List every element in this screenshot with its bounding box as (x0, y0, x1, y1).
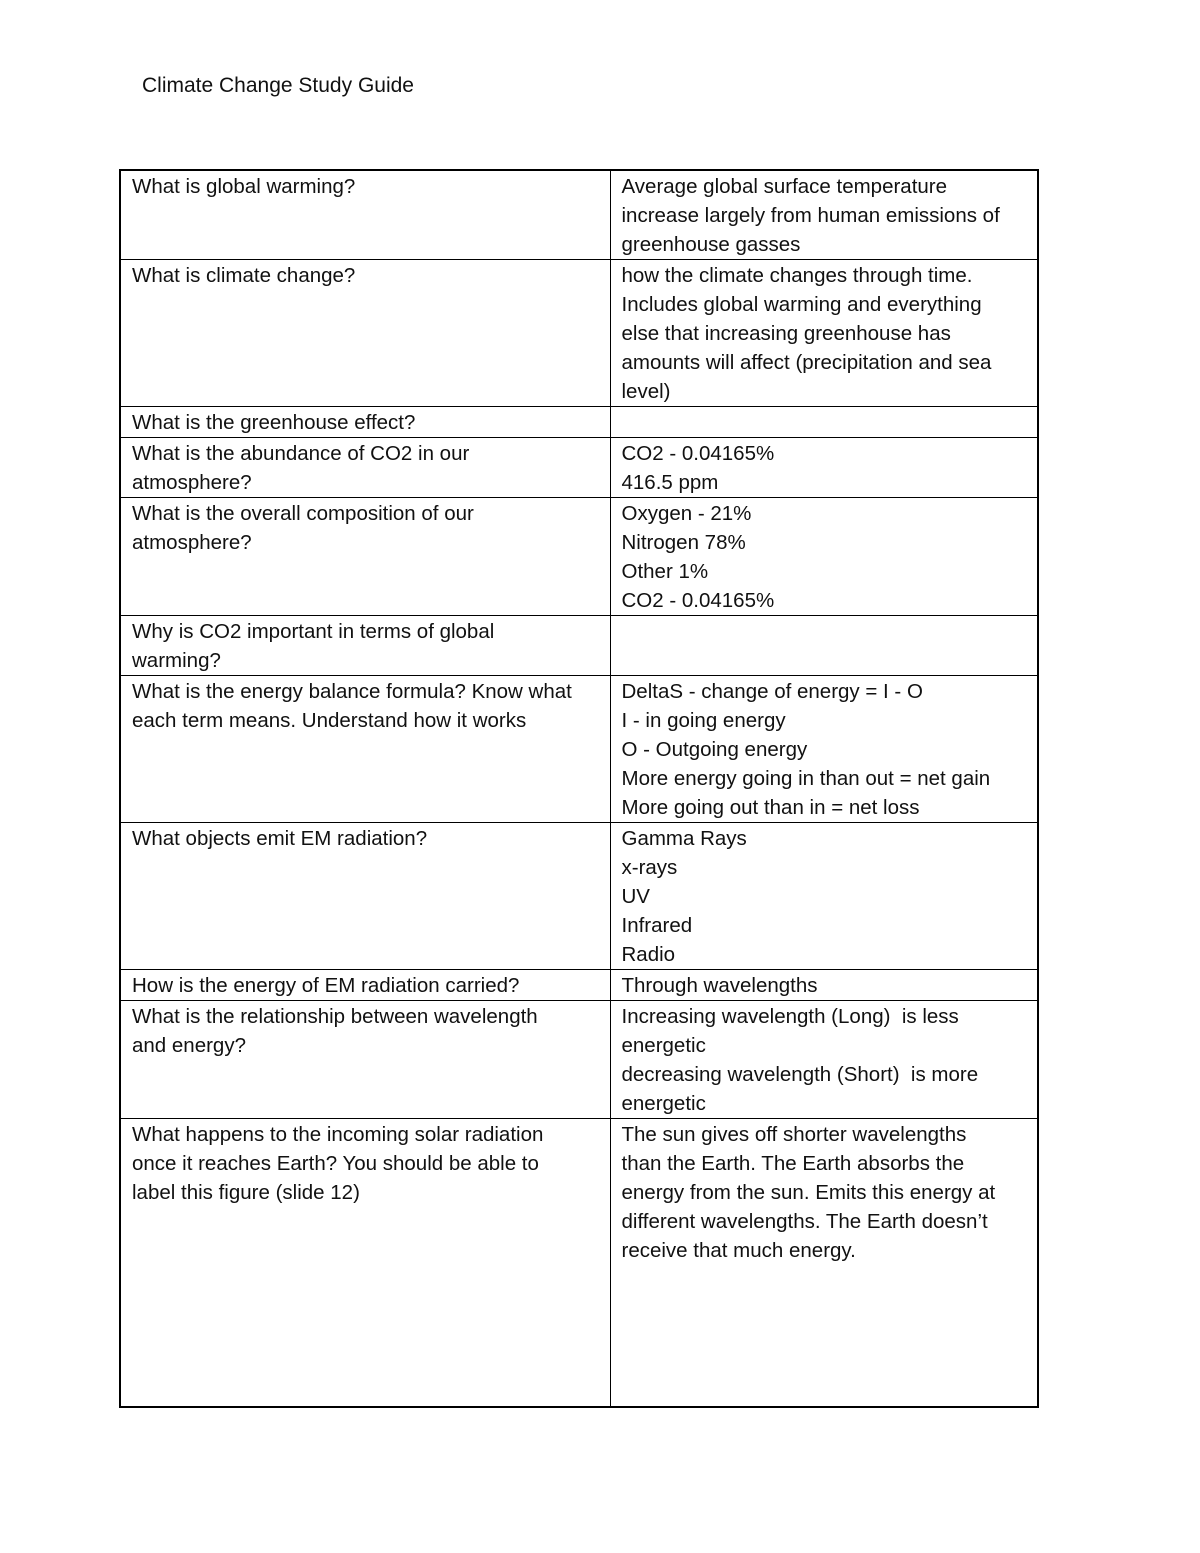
page-title: Climate Change Study Guide (142, 74, 414, 97)
answer-line: Other 1% (621, 560, 709, 583)
table-row (120, 260, 1038, 407)
question-line: What is the energy balance formula? Know what (132, 680, 572, 703)
question-line: atmosphere? (132, 531, 252, 554)
answer-line: Gamma Rays (621, 827, 747, 850)
question-line: What is the abundance of CO2 in our (132, 442, 470, 465)
study-guide-table-body (120, 170, 1038, 1407)
answer-line: increase largely from human emissions of (621, 204, 1000, 227)
answer-line: I - in going energy (621, 709, 786, 732)
question-line: What objects emit EM radiation? (132, 827, 428, 850)
answer-line: Increasing wavelength (Long) is less (621, 1005, 959, 1028)
answer-line: UV (621, 885, 650, 908)
table-row (120, 616, 1038, 676)
question-cell (120, 1001, 610, 1119)
answer-line: CO2 - 0.04165% (621, 589, 775, 612)
question-line: What is climate change? (132, 264, 356, 287)
answer-cell (610, 616, 1038, 676)
answer-line: Oxygen - 21% (621, 502, 752, 525)
answer-cell (610, 1001, 1038, 1119)
answer-line: energy from the sun. Emits this energy at (621, 1181, 996, 1204)
table-row (120, 407, 1038, 438)
answer-line: else that increasing greenhouse has (621, 322, 951, 345)
answer-cell (610, 170, 1038, 260)
question-line: What is global warming? (132, 175, 356, 198)
question-cell (120, 438, 610, 498)
study-guide-table (119, 169, 1039, 1408)
question-line: Why is CO2 important in terms of global (132, 620, 495, 643)
answer-cell (610, 1119, 1038, 1407)
table-row (120, 676, 1038, 823)
answer-line: O - Outgoing energy (621, 738, 808, 761)
answer-cell (610, 970, 1038, 1001)
answer-line: amounts will affect (precipitation and sea (621, 351, 992, 374)
answer-line: receive that much energy. (621, 1239, 856, 1262)
question-line: What is the relationship between wavelength (132, 1005, 538, 1028)
question-cell (120, 407, 610, 438)
answer-line: different wavelengths. The Earth doesn’t (621, 1210, 988, 1233)
table-row (120, 438, 1038, 498)
question-cell (120, 260, 610, 407)
table-row (120, 970, 1038, 1001)
answer-cell (610, 498, 1038, 616)
table-row (120, 498, 1038, 616)
question-cell (120, 676, 610, 823)
question-cell (120, 823, 610, 970)
answer-line: Infrared (621, 914, 693, 937)
answer-line: CO2 - 0.04165% (621, 442, 775, 465)
question-cell (120, 970, 610, 1001)
answer-cell (610, 260, 1038, 407)
answer-line: decreasing wavelength (Short) is more (621, 1063, 979, 1086)
question-line: each term means. Understand how it works (132, 709, 527, 732)
answer-line: Average global surface temperature (621, 175, 948, 198)
table-row (120, 823, 1038, 970)
question-line: label this figure (slide 12) (132, 1181, 360, 1204)
answer-line: Includes global warming and everything (621, 293, 982, 316)
answer-line: energetic (621, 1034, 706, 1057)
answer-line: x-rays (621, 856, 678, 879)
answer-line: Nitrogen 78% (621, 531, 746, 554)
question-line: What is the overall composition of our (132, 502, 474, 525)
answer-line: than the Earth. The Earth absorbs the (621, 1152, 965, 1175)
answer-line: how the climate changes through time. (621, 264, 973, 287)
question-line: and energy? (132, 1034, 246, 1057)
answer-line: Radio (621, 943, 676, 966)
question-cell (120, 170, 610, 260)
answer-line: 416.5 ppm (621, 471, 719, 494)
answer-line: More going out than in = net loss (621, 796, 920, 819)
answer-cell (610, 407, 1038, 438)
answer-line: The sun gives off shorter wavelengths (621, 1123, 967, 1146)
question-line: What happens to the incoming solar radiation (132, 1123, 544, 1146)
question-line: What is the greenhouse effect? (132, 411, 416, 434)
answer-line: energetic (621, 1092, 706, 1115)
question-cell (120, 616, 610, 676)
question-cell (120, 498, 610, 616)
answer-line: More energy going in than out = net gain (621, 767, 991, 790)
answer-cell (610, 676, 1038, 823)
table-row (120, 1119, 1038, 1407)
question-line: once it reaches Earth? You should be able to (132, 1152, 539, 1175)
answer-cell (610, 438, 1038, 498)
answer-line: level) (621, 380, 671, 403)
answer-line: Through wavelengths (621, 974, 818, 997)
question-line: atmosphere? (132, 471, 252, 494)
question-line: warming? (132, 649, 221, 672)
question-cell (120, 1119, 610, 1407)
question-line: How is the energy of EM radiation carried? (132, 974, 520, 997)
table-row (120, 170, 1038, 260)
table-row (120, 1001, 1038, 1119)
answer-cell (610, 823, 1038, 970)
answer-line: DeltaS - change of energy = I - O (621, 680, 923, 703)
answer-line: greenhouse gasses (621, 233, 801, 256)
